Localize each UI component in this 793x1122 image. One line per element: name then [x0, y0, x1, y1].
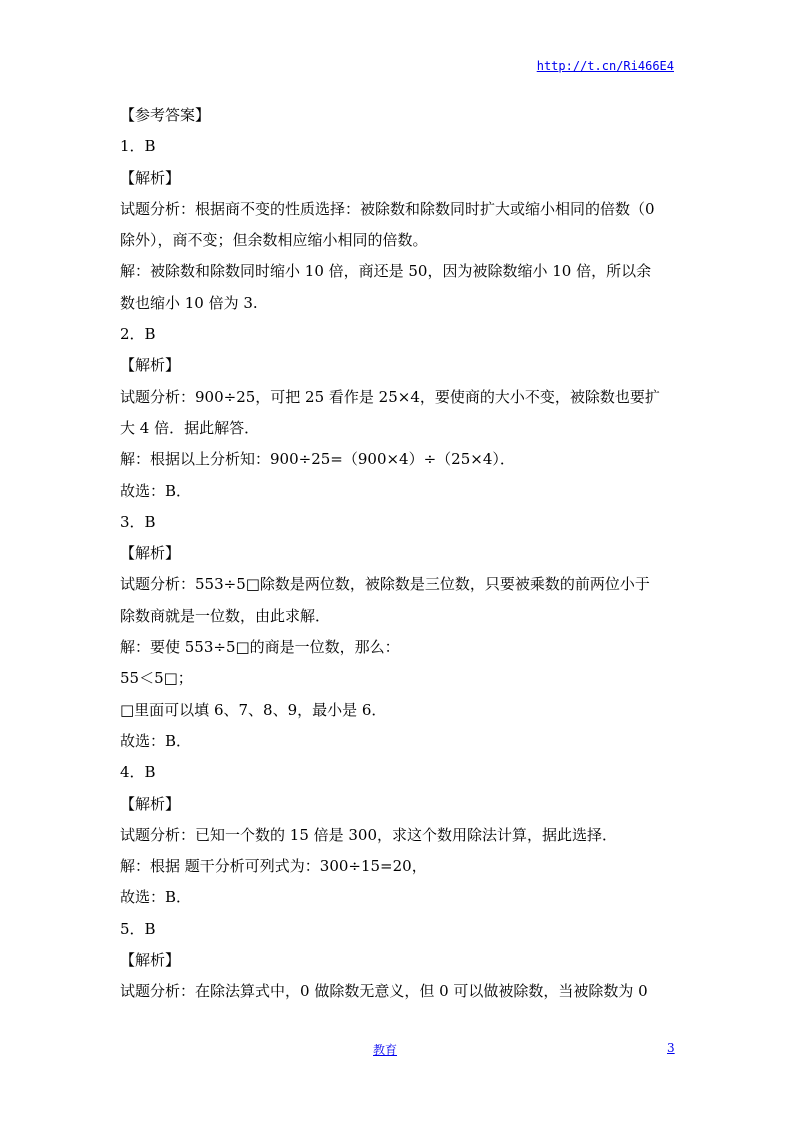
text-line: 解：要使 553÷5□的商是一位数，那么：	[120, 638, 400, 657]
text-line: 除数商就是一位数，由此求解．	[120, 606, 331, 625]
footer-link[interactable]: 教育	[373, 1043, 398, 1057]
analysis-heading: 【解析】	[120, 544, 181, 563]
text-line: 试题分析：已知一个数的 15 倍是 300，求这个数用除法计算，据此选择．	[120, 825, 618, 844]
text-line: 试题分析：553÷5□除数是两位数，被除数是三位数，只要被乘数的前两位小于	[120, 575, 650, 594]
text-line: 解：根据以上分析知：900÷25=（900×4）÷（25×4）．	[120, 450, 515, 469]
answer-line: 2．B	[120, 325, 156, 344]
analysis-heading: 【解析】	[120, 356, 181, 375]
text-line: 故选：B．	[120, 731, 192, 750]
text-line: 试题分析：在除法算式中，0 做除数无意义，但 0 可以做被除数，当被除数为 0	[120, 982, 648, 1001]
text-line: 试题分析：900÷25，可把 25 看作是 25×4，要使商的大小不变，被除数也要扩	[120, 387, 660, 406]
text-line: 55＜5□；	[120, 669, 193, 688]
text-line: 解：被除数和除数同时缩小 10 倍，商还是 50，因为被除数缩小 10 倍，所以余	[120, 262, 652, 281]
answer-content	[120, 100, 676, 1008]
text-line: 数也缩小 10 倍为 3.	[120, 293, 258, 312]
text-line: 除外），商不变；但余数相应缩小相同的倍数。	[120, 231, 428, 250]
text-line: □里面可以填 6、7、8、9，最小是 6．	[120, 700, 387, 719]
header-link[interactable]: http://t.cn/Ri466E4	[536, 59, 674, 73]
page-number[interactable]: 3	[667, 1041, 675, 1055]
answer-line: 1．B	[120, 137, 156, 156]
answer-line: 5．B	[120, 919, 156, 938]
text-line: 解：根据 题干分析可列式为：300÷15=20，	[120, 857, 427, 876]
section-heading: 【参考答案】	[120, 106, 211, 124]
text-line: 故选：B．	[120, 888, 192, 907]
text-line: 试题分析：根据商不变的性质选择：被除数和除数同时扩大或缩小相同的倍数（0	[120, 199, 655, 218]
analysis-heading: 【解析】	[120, 168, 181, 187]
answer-line: 3．B	[120, 512, 156, 531]
analysis-heading: 【解析】	[120, 794, 181, 813]
answer-line: 4．B	[120, 763, 156, 782]
analysis-heading: 【解析】	[120, 951, 181, 970]
text-line: 故选：B．	[120, 481, 192, 500]
text-line: 大 4 倍．据此解答．	[120, 418, 260, 437]
